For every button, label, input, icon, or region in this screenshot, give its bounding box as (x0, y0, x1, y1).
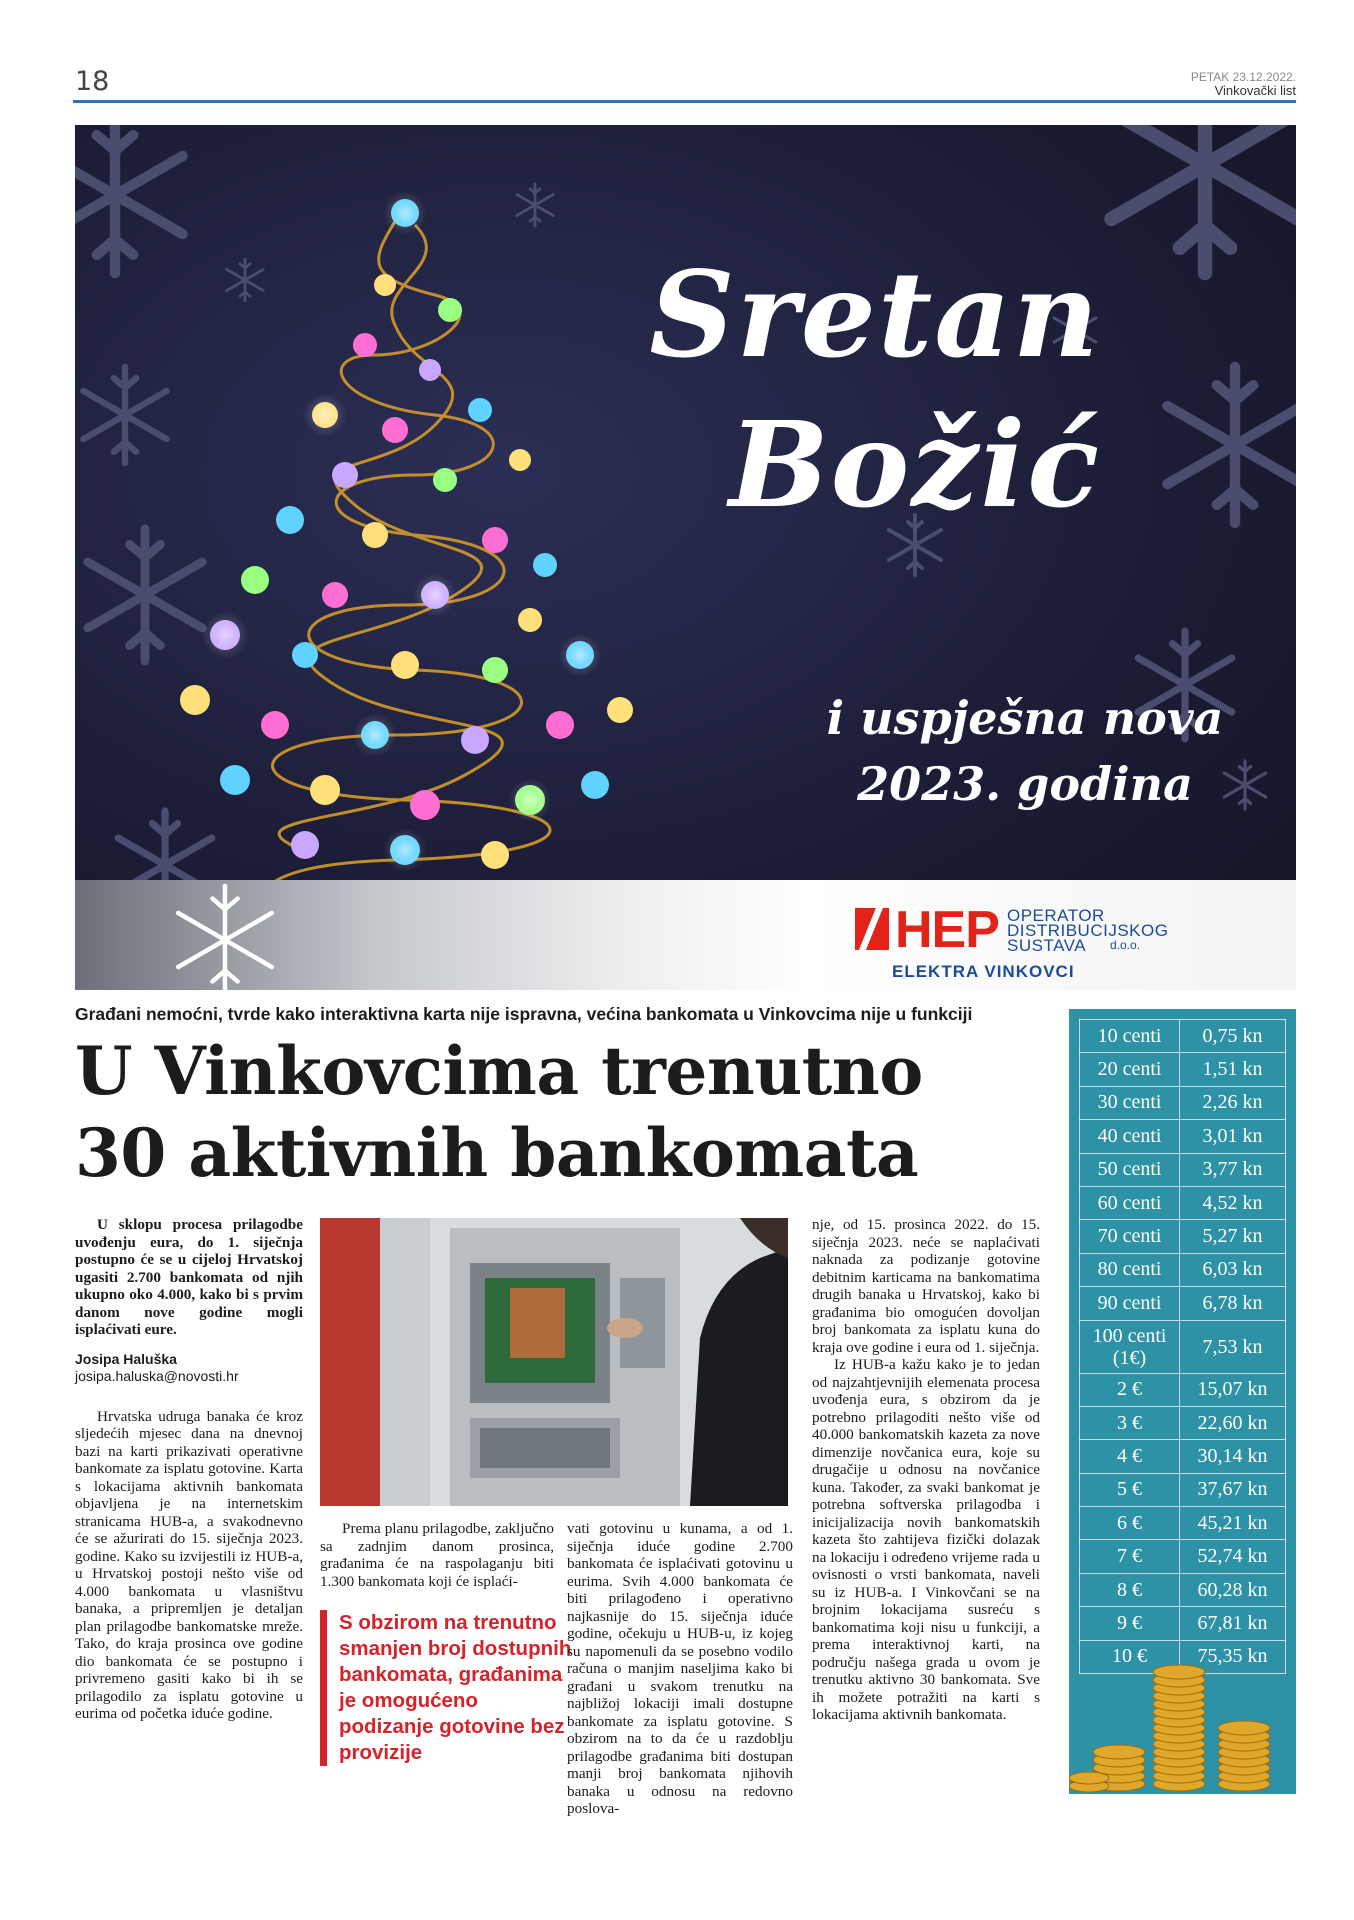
euro-amount: 30 centi (1080, 1086, 1180, 1119)
kuna-amount: 1,51 kn (1180, 1053, 1286, 1086)
euro-amount: 50 centi (1080, 1153, 1180, 1186)
article-headline (75, 1030, 1065, 1194)
snowflake-icon (83, 367, 166, 463)
euro-amount: 10 € (1080, 1640, 1180, 1673)
greeting-bozic: Božić (728, 395, 1102, 534)
snowflake-icon (75, 125, 183, 273)
operator-line3: SUSTAVA (1007, 936, 1087, 955)
conversion-row (1080, 1406, 1286, 1439)
conversion-row (1080, 1287, 1286, 1320)
column-4-paragraph-1: nje, od 15. prosinca 2022. do 15. siječnja 2023. neće se naplaćivati naknada za podizanje gotovine debitnim karticama na bankomatima drugih banaka u Hrvatskoj, kako bi građanima bio omogućen dovoljan broj bankomata za isplatu kuna do kraja ove godine i eura od 1. siječnja. (812, 1216, 1040, 1356)
euro-kuna-conversion-table (1069, 1009, 1296, 1794)
kuna-amount: 7,53 kn (1180, 1320, 1286, 1373)
column-4-paragraph-2: Iz HUB-a kažu kako je to jedan od najzahtjevnijih elemenata procesa uvođenja eura, s obzirom da je potrebno prilagoditi nešto više od 40.000 bankomatskih kazeta za nove dimenzije novčanica eura, koje su drugačije u odnosu na novčanice kuna. Također, za svaki bankomat je potrebna softverska prilagodba i inicijalizacija novih bankomatskih kazeta što zahtijeva fizički dolazak na lokaciju i određeno vrijeme rada u ovisnosti o vrsti bankomata, naveli su iz HUB-a. I Vinkovčani se na brojnim lokacijama susreću s bankomatima koji nisu u funkciji, a prema interaktivnoj karti, na području našega grada u ovom je trenutku aktivno 30 bankomata. Sve ih možete potražiti na karti s lokacijama aktivnih bankomata. (812, 1356, 1040, 1723)
conversion-row (1080, 1540, 1286, 1573)
kuna-amount: 15,07 kn (1180, 1373, 1286, 1406)
author-name: Josipa Haluška (75, 1350, 177, 1367)
kuna-amount: 2,26 kn (1180, 1086, 1286, 1119)
hep-doo: d.o.o. (1110, 938, 1141, 952)
article-lead: U sklopu procesa prilagodbe uvođenju eura, do 1. siječnja postupno će se u cijeloj Hrvatskoj ugasiti 2.700 bankomata od njih ukupno oko 4.000, kako bi s prvim danom nove godine mogli isplaćivati eure. (75, 1216, 303, 1338)
author-email: josipa.haluska@novosti.hr (75, 1368, 239, 1384)
kuna-amount: 52,74 kn (1180, 1540, 1286, 1573)
hep-operator-text (1007, 908, 1168, 953)
conversion-row (1080, 1186, 1286, 1219)
conversion-row (1080, 1607, 1286, 1640)
euro-amount: 20 centi (1080, 1053, 1180, 1086)
headline-line1: U Vinkovcima trenutno (75, 1032, 923, 1110)
publication-name: Vinkovački list (1214, 83, 1296, 98)
operator-line2: DISTRIBUCIJSKOG (1007, 921, 1169, 940)
atm-photo (320, 1218, 788, 1506)
conversion-row (1080, 1440, 1286, 1473)
article-kicker: Građani nemoćni, tvrde kako interaktivna karta nije ispravna, većina bankomata u Vinkovcima nije u funkciji (75, 1004, 973, 1024)
kuna-amount: 3,01 kn (1180, 1120, 1286, 1153)
euro-amount: 70 centi (1080, 1220, 1180, 1253)
kuna-amount: 6,03 kn (1180, 1253, 1286, 1286)
euro-amount: 2 € (1080, 1373, 1180, 1406)
conversion-row (1080, 1320, 1286, 1373)
conversion-row (1080, 1373, 1286, 1406)
sponsor-strip (75, 880, 1296, 990)
kuna-amount: 30,14 kn (1180, 1440, 1286, 1473)
kuna-amount: 60,28 kn (1180, 1573, 1286, 1606)
hep-mark-icon (855, 908, 889, 950)
kuna-amount: 3,77 kn (1180, 1153, 1286, 1186)
conversion-row (1080, 1020, 1286, 1053)
euro-amount: 4 € (1080, 1440, 1180, 1473)
column-3-body: vati gotovinu u kunama, a od 1. siječnja iduće godine 2.700 bankomata će isplaćivati gotovinu u eurima. Svih 4.000 bankomata će biti prilagođeno i operativno najkasnije do 15. siječnja iduće godine, očekuju u HUB-u, iz kojeg su napomenuli da se posebno vodilo računa o manjim naseljima kako bi građani u svakom trenutku na najbližoj lokaciji imali dostupne bankomate za isplatu gotovine. S obzirom na to da će u razdoblju prilagodbe građanima biti dostupan manji broj bankomata njihovih banaka u odnosu na redovno poslova- (567, 1520, 793, 1817)
euro-amount: 10 centi (1080, 1020, 1180, 1053)
hep-wordmark: HEP (895, 901, 999, 959)
conversion-row (1080, 1053, 1286, 1086)
conversion-grid (1079, 1019, 1286, 1674)
euro-amount: 100 centi (1€) (1080, 1320, 1180, 1373)
kuna-amount: 45,21 kn (1180, 1507, 1286, 1540)
kuna-amount: 6,78 kn (1180, 1287, 1286, 1320)
column-1-body: Hrvatska udruga banaka će kroz sljedećih mjesec dana na dnevnoj bazi na karti prikazivati operativne bankomate za isplatu gotovine. Karta s lokacijama aktivnih bankomata objavljena je na internetskim stranicama HUB-a, a svakodnevno će se ažurirati do 15. siječnja 2023. godine. Kako su izvijestili iz HUB-a, u Hrvatskoj postoji nešto više od 4.000 bankomata u vlasništvu banaka, a pripremljen je detaljan plan prilagodbe bankomatske mreže. Tako, do kraja prosinca ove godine dio bankomata će se postupno i privremeno gasiti kako bi ih se prilagodilo za isplatu gotovine u eurima od početka iduće godine. (75, 1407, 303, 1722)
byline (75, 1351, 303, 1386)
kuna-amount: 75,35 kn (1180, 1640, 1286, 1673)
euro-amount: 40 centi (1080, 1120, 1180, 1153)
conversion-row (1080, 1253, 1286, 1286)
kuna-amount: 67,81 kn (1180, 1607, 1286, 1640)
euro-amount: 3 € (1080, 1406, 1180, 1439)
coin-stacks-icon (1069, 1654, 1296, 1794)
greeting-sretan: Sretan (649, 245, 1101, 384)
header-rule (73, 100, 1296, 103)
column-2-body: Prema planu prilagodbe, zaključno sa zadnjim danom prosinca, građanima će na raspolaganju biti 1.300 bankomata koji će isplaći- (320, 1520, 554, 1590)
greeting-line4: 2023. godina (857, 757, 1193, 811)
dateline (1191, 70, 1296, 98)
page-number: 18 (75, 66, 110, 97)
kuna-amount: 0,75 kn (1180, 1020, 1286, 1053)
kuna-amount: 5,27 kn (1180, 1220, 1286, 1253)
conversion-row (1080, 1507, 1286, 1540)
conversion-row (1080, 1086, 1286, 1119)
kuna-amount: 4,52 kn (1180, 1186, 1286, 1219)
article-column-1 (75, 1216, 303, 1723)
snowflake-icon (88, 529, 202, 661)
euro-amount: 90 centi (1080, 1287, 1180, 1320)
headline-line2: 30 aktivnih bankomata (75, 1114, 919, 1192)
hep-logo (855, 902, 1175, 982)
operator-line1: OPERATOR (1007, 906, 1105, 925)
snowflake-icon (517, 184, 553, 226)
euro-amount: 80 centi (1080, 1253, 1180, 1286)
conversion-row (1080, 1473, 1286, 1506)
issue-date: PETAK 23.12.2022. (1190, 70, 1296, 84)
greeting-line3: i uspješna nova (826, 691, 1224, 745)
euro-amount: 9 € (1080, 1607, 1180, 1640)
snowflake-icon (227, 259, 263, 301)
euro-amount: 6 € (1080, 1507, 1180, 1540)
hep-branch: ELEKTRA VINKOVCI (892, 962, 1075, 981)
kuna-amount: 22,60 kn (1180, 1406, 1286, 1439)
greeting-new-year (795, 685, 1255, 817)
snowflake-icon (75, 880, 275, 990)
euro-amount: 7 € (1080, 1540, 1180, 1573)
euro-amount: 5 € (1080, 1473, 1180, 1506)
conversion-row (1080, 1220, 1286, 1253)
article-column-2 (320, 1520, 554, 1590)
conversion-row (1080, 1153, 1286, 1186)
kuna-amount: 37,67 kn (1180, 1473, 1286, 1506)
article-column-3 (567, 1520, 793, 1818)
euro-amount: 60 centi (1080, 1186, 1180, 1219)
christmas-banner-ad (75, 125, 1296, 990)
conversion-row (1080, 1120, 1286, 1153)
conversion-row (1080, 1573, 1286, 1606)
article-column-4 (812, 1216, 1040, 1724)
pull-quote: S obzirom na trenutno smanjen broj dostupnih bankomata, građanima je omogućeno podizanje gotovine bez provizije (320, 1610, 573, 1766)
euro-amount: 8 € (1080, 1573, 1180, 1606)
